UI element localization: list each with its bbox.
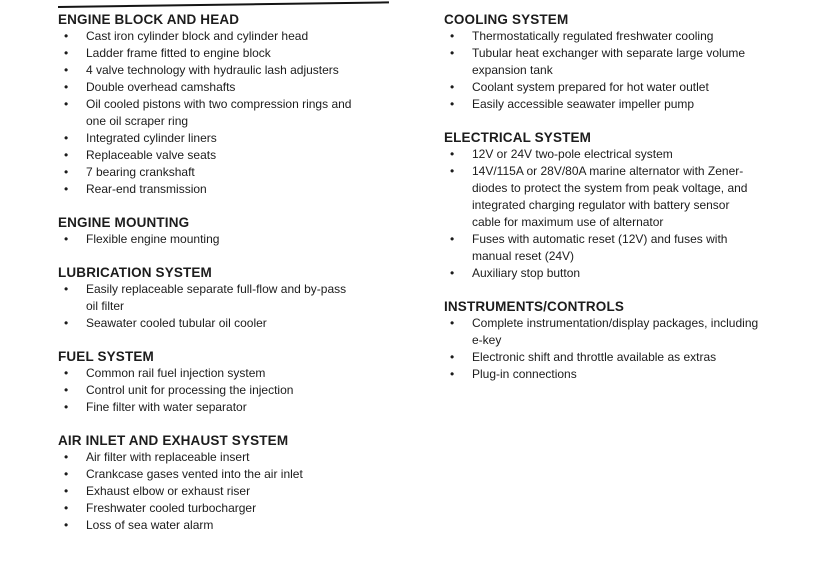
bullet-list xyxy=(58,365,408,416)
top-horizontal-rule xyxy=(58,1,389,8)
section-heading: FUEL SYSTEM xyxy=(58,349,154,364)
bullet-icon: • xyxy=(64,501,69,515)
list-item-line: oil filter xyxy=(86,299,125,313)
list-item-line: Fuses with automatic reset (12V) and fuses with xyxy=(472,232,728,246)
bullet-list xyxy=(444,315,814,383)
bullet-list xyxy=(58,28,408,198)
list-item-line: Easily replaceable separate full-flow and by-pass xyxy=(86,282,347,296)
list-item-text xyxy=(472,28,814,45)
list-item-text xyxy=(86,130,408,147)
list-item-line: Integrated cylinder liners xyxy=(86,131,217,145)
section-heading: LUBRICATION SYSTEM xyxy=(58,265,212,280)
list-item-text xyxy=(86,483,408,500)
bullet-icon: • xyxy=(64,467,69,481)
list-item xyxy=(58,28,408,45)
list-item xyxy=(444,79,814,96)
list-item-text xyxy=(86,315,408,332)
list-item xyxy=(58,399,408,416)
list-item-line: Fine filter with water separator xyxy=(86,400,247,414)
left-column xyxy=(58,11,408,534)
list-item-text xyxy=(472,146,814,163)
list-item-text xyxy=(86,62,408,79)
list-item xyxy=(444,366,814,383)
right-column xyxy=(444,11,814,383)
list-item xyxy=(58,517,408,534)
list-item-line: Double overhead camshafts xyxy=(86,80,236,94)
list-item xyxy=(58,45,408,62)
bullet-icon: • xyxy=(64,400,69,414)
bullet-icon: • xyxy=(450,316,455,330)
bullet-list xyxy=(58,449,408,534)
bullet-icon: • xyxy=(64,46,69,60)
bullet-icon: • xyxy=(64,282,69,296)
list-item-line: Freshwater cooled turbocharger xyxy=(86,501,257,515)
list-item xyxy=(58,500,408,517)
bullet-icon: • xyxy=(64,450,69,464)
list-item-text xyxy=(86,517,408,534)
bullet-icon: • xyxy=(450,266,455,280)
bullet-icon: • xyxy=(64,182,69,196)
section-heading: AIR INLET AND EXHAUST SYSTEM xyxy=(58,433,289,448)
spec-section-left-4 xyxy=(58,432,408,534)
list-item-line: Exhaust elbow or exhaust riser xyxy=(86,484,251,498)
section-heading: ENGINE BLOCK AND HEAD xyxy=(58,12,240,27)
list-item-text xyxy=(472,96,814,113)
list-item-line: Coolant system prepared for hot water outlet xyxy=(472,80,709,94)
list-item-line: Ladder frame fitted to engine block xyxy=(86,46,271,60)
list-item xyxy=(58,164,408,181)
list-item xyxy=(444,163,814,231)
spec-section-left-2 xyxy=(58,264,408,332)
list-item-line: Rear-end transmission xyxy=(86,182,207,196)
list-item xyxy=(444,315,814,349)
list-item-line: Loss of sea water alarm xyxy=(86,518,214,532)
section-heading: INSTRUMENTS/CONTROLS xyxy=(444,299,624,314)
bullet-icon: • xyxy=(64,383,69,397)
bullet-icon: • xyxy=(450,80,455,94)
spec-section-left-0 xyxy=(58,11,408,198)
list-item-line: Replaceable valve seats xyxy=(86,148,217,162)
list-item-line: Control unit for processing the injection xyxy=(86,383,294,397)
list-item-line: Tubular heat exchanger with separate large volume xyxy=(472,46,746,60)
list-item xyxy=(58,130,408,147)
list-item xyxy=(58,79,408,96)
bullet-list xyxy=(58,231,408,248)
list-item xyxy=(58,147,408,164)
list-item xyxy=(58,382,408,399)
bullet-icon: • xyxy=(64,232,69,246)
list-item-line: Flexible engine mounting xyxy=(86,232,220,246)
list-item xyxy=(58,466,408,483)
list-item-line: Electronic shift and throttle available as extras xyxy=(472,350,717,364)
list-item-text xyxy=(86,281,408,315)
bullet-icon: • xyxy=(450,164,455,178)
list-item xyxy=(58,483,408,500)
spec-section-right-0 xyxy=(444,11,814,113)
bullet-icon: • xyxy=(64,366,69,380)
bullet-icon: • xyxy=(64,165,69,179)
list-item-text xyxy=(86,147,408,164)
spec-section-right-1 xyxy=(444,129,814,282)
bullet-icon: • xyxy=(450,232,455,246)
list-item-line: Air filter with replaceable insert xyxy=(86,450,250,464)
list-item-line: Seawater cooled tubular oil cooler xyxy=(86,316,267,330)
list-item xyxy=(58,365,408,382)
list-item-line: Easily accessible seawater impeller pump xyxy=(472,97,695,111)
list-item-text xyxy=(86,96,408,130)
list-item-line: 12V or 24V two-pole electrical system xyxy=(472,147,673,161)
section-heading: ENGINE MOUNTING xyxy=(58,215,190,230)
list-item-text xyxy=(472,163,814,231)
bullet-icon: • xyxy=(450,350,455,364)
list-item-line: Thermostatically regulated freshwater cooling xyxy=(472,29,714,43)
list-item-line: Common rail fuel injection system xyxy=(86,366,266,380)
list-item xyxy=(58,281,408,315)
list-item xyxy=(58,62,408,79)
list-item-line: integrated charging regulator with battery sensor xyxy=(472,198,730,212)
bullet-icon: • xyxy=(450,46,455,60)
list-item-line: 14V/115A or 28V/80A marine alternator with Zener- xyxy=(472,164,744,178)
section-heading: COOLING SYSTEM xyxy=(444,12,569,27)
list-item xyxy=(444,265,814,282)
list-item xyxy=(58,449,408,466)
list-item-text xyxy=(472,231,814,265)
bullet-icon: • xyxy=(64,131,69,145)
bullet-list xyxy=(444,146,814,282)
list-item-line: manual reset (24V) xyxy=(472,249,575,263)
list-item-text xyxy=(472,45,814,79)
list-item-text xyxy=(472,265,814,282)
list-item xyxy=(58,315,408,332)
list-item-line: one oil scraper ring xyxy=(86,114,189,128)
list-item-line: cable for maximum use of alternator xyxy=(472,215,664,229)
list-item-line: Auxiliary stop button xyxy=(472,266,581,280)
list-item-text xyxy=(86,382,408,399)
bullet-icon: • xyxy=(64,484,69,498)
list-item xyxy=(58,181,408,198)
list-item-line: diodes to protect the system from peak voltage, and xyxy=(472,181,748,195)
bullet-icon: • xyxy=(64,148,69,162)
list-item xyxy=(58,231,408,248)
list-item-text xyxy=(86,79,408,96)
bullet-icon: • xyxy=(64,97,69,111)
spec-section-right-2 xyxy=(444,298,814,383)
list-item xyxy=(444,146,814,163)
list-item-text xyxy=(86,28,408,45)
bullet-icon: • xyxy=(64,80,69,94)
list-item xyxy=(444,96,814,113)
list-item-text xyxy=(86,500,408,517)
bullet-list xyxy=(58,281,408,332)
list-item-text xyxy=(86,365,408,382)
list-item-text xyxy=(472,366,814,383)
list-item-line: Oil cooled pistons with two compression rings and xyxy=(86,97,352,111)
list-item-text xyxy=(86,449,408,466)
spec-section-left-3 xyxy=(58,348,408,416)
bullet-icon: • xyxy=(64,518,69,532)
list-item-line: 4 valve technology with hydraulic lash adjusters xyxy=(86,63,339,77)
list-item xyxy=(444,349,814,366)
list-item-line: 7 bearing crankshaft xyxy=(86,165,195,179)
list-item-text xyxy=(472,349,814,366)
bullet-icon: • xyxy=(64,29,69,43)
list-item xyxy=(444,28,814,45)
list-item-text xyxy=(86,231,408,248)
list-item-text xyxy=(472,315,814,349)
list-item-text xyxy=(86,181,408,198)
list-item-line: e-key xyxy=(472,333,502,347)
list-item-text xyxy=(86,164,408,181)
list-item-text xyxy=(86,45,408,62)
bullet-icon: • xyxy=(450,147,455,161)
list-item-line: Crankcase gases vented into the air inlet xyxy=(86,467,303,481)
bullet-icon: • xyxy=(450,29,455,43)
list-item-text xyxy=(86,399,408,416)
list-item-line: expansion tank xyxy=(472,63,553,77)
bullet-icon: • xyxy=(64,316,69,330)
bullet-list xyxy=(444,28,814,113)
list-item xyxy=(444,231,814,265)
list-item-text xyxy=(472,79,814,96)
list-item xyxy=(58,96,408,130)
list-item xyxy=(444,45,814,79)
list-item-line: Complete instrumentation/display packages, including xyxy=(472,316,759,330)
bullet-icon: • xyxy=(64,63,69,77)
list-item-text xyxy=(86,466,408,483)
list-item-line: Cast iron cylinder block and cylinder head xyxy=(86,29,309,43)
bullet-icon: • xyxy=(450,367,455,381)
section-heading: ELECTRICAL SYSTEM xyxy=(444,130,592,145)
list-item-line: Plug-in connections xyxy=(472,367,577,381)
bullet-icon: • xyxy=(450,97,455,111)
spec-section-left-1 xyxy=(58,214,408,248)
